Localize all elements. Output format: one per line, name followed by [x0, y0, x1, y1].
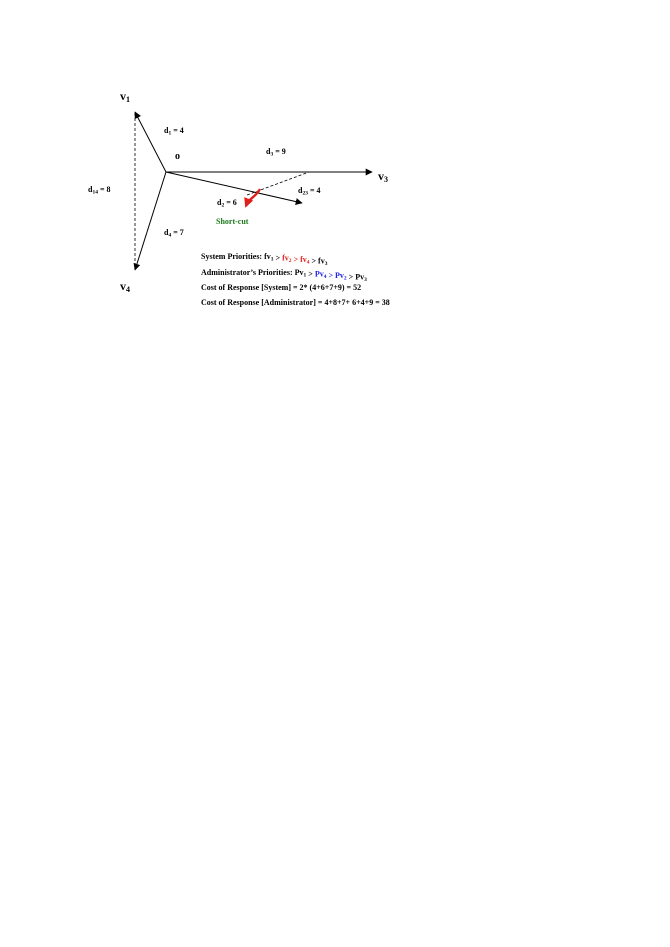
- admin-priority-separator: >: [306, 269, 315, 279]
- system-priority-item-sub-3: 3: [324, 261, 328, 267]
- shortcut-label: Short-cut: [216, 217, 249, 226]
- vertex-v3-label: v3: [378, 169, 388, 184]
- admin-priorities-line: [201, 268, 367, 283]
- admin-priority-item-sub-2: 2: [343, 275, 347, 282]
- system-priority-item-sub-4: 4: [306, 259, 310, 266]
- vertex-v1-label: v1: [120, 89, 130, 104]
- admin-priority-separator: >: [326, 271, 336, 280]
- cost-system-line: Cost of Response [System] = 2* (4+6+7+9) = 52: [201, 283, 362, 292]
- admin-priority-item-sub-3: 3: [364, 277, 367, 283]
- system-priority-item-4: fv: [300, 255, 307, 264]
- distance-d4-label: d4 = 7: [164, 228, 184, 239]
- system-priority-item-sub-1: 1: [270, 256, 274, 263]
- admin-priority-label: Administrator’s Priorities:: [201, 268, 295, 277]
- origin-label: o: [175, 151, 180, 162]
- system-priority-label: System Priorities:: [201, 252, 265, 261]
- vector-v1: [135, 112, 166, 172]
- admin-priority-item-2: Pv: [335, 271, 344, 280]
- system-priorities-line: [201, 252, 328, 267]
- distance-d3-label: d3 = 9: [266, 147, 286, 158]
- admin-priority-item-4: Pv: [314, 269, 324, 279]
- system-priority-item-1: fv: [264, 252, 271, 261]
- cost-admin-line: Cost of Response [Administrator] = 4+8+7+ 6+4+9 = 38: [201, 298, 390, 307]
- vector-v4: [135, 172, 166, 270]
- admin-priority-item-3: Pv: [355, 272, 365, 282]
- system-priority-separator: >: [273, 253, 283, 263]
- admin-priority-separator: >: [346, 272, 356, 282]
- vertex-v4-label: v4: [120, 279, 130, 294]
- admin-priority-item-1: Pv: [294, 268, 304, 277]
- distance-d14-label: d14 = 8: [88, 185, 111, 196]
- system-priority-separator: >: [291, 255, 301, 264]
- system-priority-item-2: fv: [282, 253, 289, 263]
- system-priority-separator: >: [309, 256, 319, 266]
- distance-d23-label: d23 = 4: [298, 186, 321, 197]
- system-priority-item-3: fv: [318, 256, 325, 266]
- admin-priority-item-sub-4: 4: [323, 274, 327, 280]
- admin-priority-item-sub-1: 1: [303, 272, 307, 279]
- system-priority-item-sub-2: 2: [288, 258, 292, 264]
- distance-d2-label: d2 = 6: [217, 198, 237, 209]
- distance-d1-label: d1 = 4: [164, 126, 184, 137]
